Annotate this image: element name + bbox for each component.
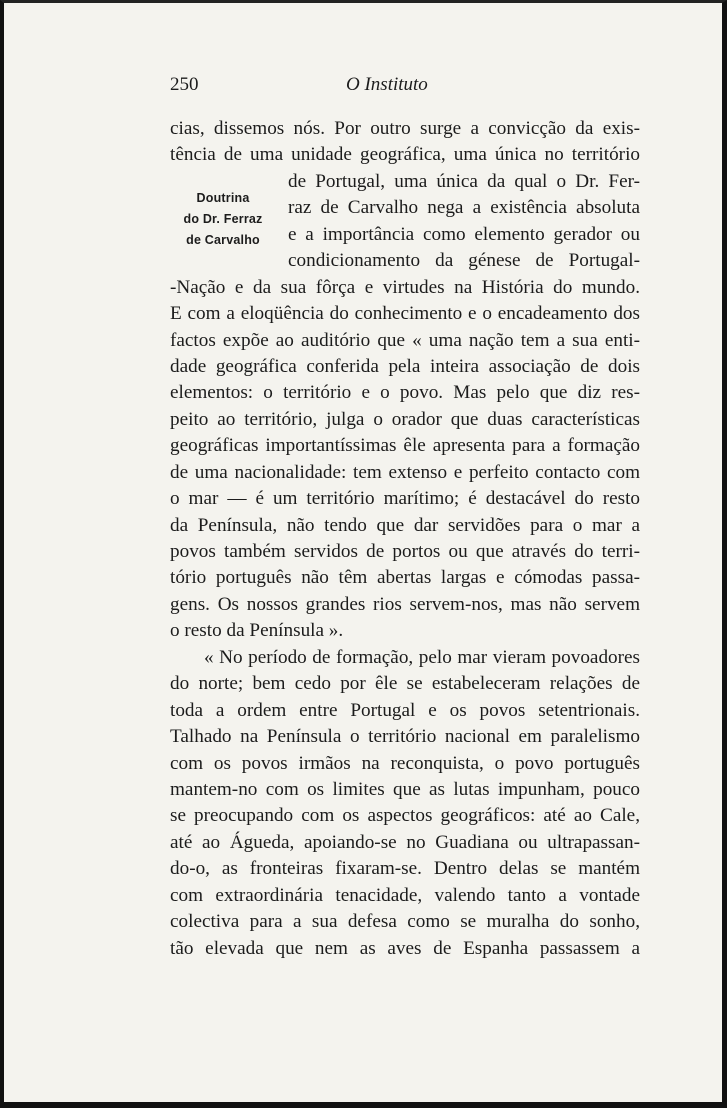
- margin-note-line: de Carvalho: [186, 233, 260, 247]
- text-line: se preocupando com os aspectos geográficos: até ao Cale,: [170, 805, 640, 827]
- text-line: da Península, não tendo que dar servidões para o mar a: [170, 514, 640, 536]
- text-line: « No período de formação, pelo mar vieram povoadores: [204, 646, 640, 668]
- text-line: condicionamento da génese de Portugal-: [288, 250, 640, 272]
- text-line: Talhado na Península o território nacional em paralelismo: [170, 726, 640, 748]
- text-line: -Nação e da sua fôrça e virtudes na História do mundo.: [170, 276, 640, 298]
- running-title: O Instituto: [346, 74, 428, 95]
- text-line: dade geográfica conferida pela inteira associação de dois: [170, 355, 640, 377]
- text-line: toda a ordem entre Portugal e os povos setentrionais.: [170, 699, 640, 721]
- text-line: de uma nacionalidade: tem extenso e perfeito contacto com: [170, 461, 640, 483]
- text-line: o resto da Península ».: [170, 620, 344, 642]
- text-line: povos também servidos de portos ou que através do terri-: [170, 541, 640, 562]
- text-line: do-o, as fronteiras fixaram-se. Dentro delas se mantém: [170, 858, 640, 880]
- page-number: 250: [170, 74, 199, 95]
- text-line: até ao Águeda, apoiando-se no Guadiana ou ultrapassan-: [170, 831, 640, 853]
- text-line: colectiva para a sua defesa como se muralha do sonho,: [170, 911, 640, 933]
- text-line: e a importância como elemento gerador ou: [288, 223, 640, 245]
- page-header: [170, 74, 640, 104]
- text-line: E com a eloqüência do conhecimento e o encadeamento dos: [170, 303, 640, 325]
- text-line: tório português não têm abertas largas e cómodas passa-: [170, 567, 640, 589]
- body-text: [170, 116, 640, 962]
- text-line: gens. Os nossos grandes rios servem-nos, mas não servem: [170, 593, 640, 615]
- text-line: de Portugal, uma única da qual o Dr. Fer-: [288, 170, 640, 192]
- text-line: raz de Carvalho nega a existência absoluta: [288, 197, 640, 219]
- text-line: cias, dissemos nós. Por outro surge a convicção da exis-: [170, 118, 640, 139]
- text-line: mantem-no com os limites que as lutas impunham, pouco: [170, 778, 640, 800]
- text-line: geográficas importantíssimas êle apresenta para a formação: [170, 435, 640, 457]
- margin-note-line: Doutrina: [196, 191, 250, 205]
- text-line: o mar — é um território marítimo; é destacável do resto: [170, 488, 640, 510]
- text-line: factos expõe ao auditório que « uma nação tem a sua enti-: [170, 329, 640, 351]
- text-line: elementos: o território e o povo. Mas pelo que diz res-: [170, 382, 640, 404]
- text-line: peito ao território, julga o orador que duas características: [170, 408, 640, 430]
- text-line: tão elevada que nem as aves de Espanha passassem a: [170, 937, 640, 959]
- text-line: tência de uma unidade geográfica, uma única no território: [170, 144, 640, 166]
- text-line: do norte; bem cedo por êle se estabeleceram relações de: [170, 673, 640, 695]
- text-line: com os povos irmãos na reconquista, o povo português: [170, 752, 640, 774]
- text-line: com extraordinária tenacidade, valendo tanto a vontade: [170, 884, 640, 906]
- margin-note-line: do Dr. Ferraz: [183, 212, 263, 226]
